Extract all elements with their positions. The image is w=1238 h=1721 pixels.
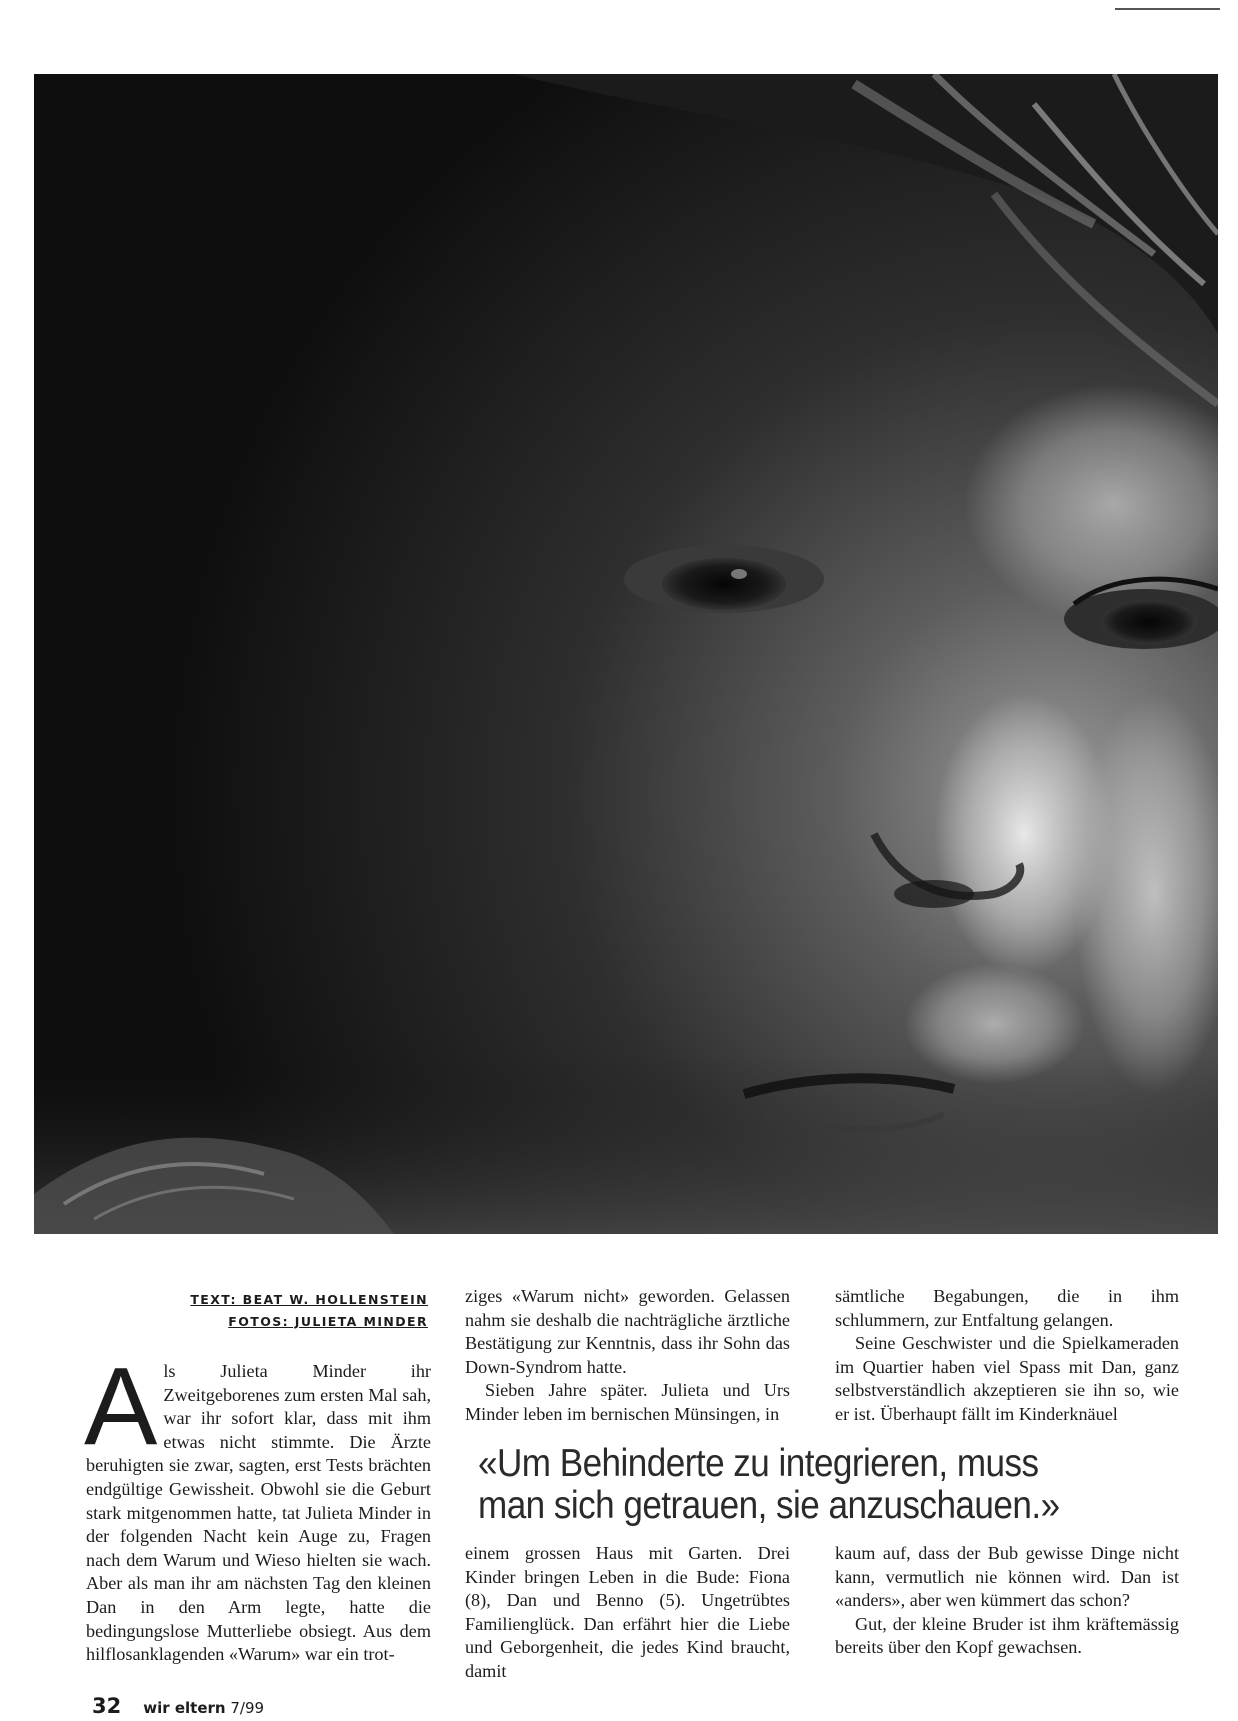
pull-quote-line: «Um Behinderte zu integrieren, muss xyxy=(478,1442,1039,1485)
article-paragraph: Seine Geschwister und die Spielkameraden im Quartier haben viel Spass mit Dan, ganz selbstverständlich akzeptieren sie ihn so, wie er ist. Überhaupt fällt im Kinderknäuel xyxy=(835,1333,1179,1424)
article-paragraph: Gut, der kleine Bruder ist ihm kräftemässig bereits über den Kopf gewachsen. xyxy=(835,1613,1179,1658)
author-credit: TEXT: BEAT W. HOLLENSTEIN xyxy=(190,1292,428,1307)
cover-photo xyxy=(34,74,1218,1234)
pull-quote-line: man sich getrauen, sie anzuschauen.» xyxy=(478,1484,1060,1527)
page-number: 32 xyxy=(92,1694,122,1718)
issue-number: 7/99 xyxy=(230,1699,265,1717)
child-face-photo-icon xyxy=(34,74,1218,1234)
photo-credit: FOTOS: JULIETA MINDER xyxy=(228,1314,428,1329)
top-rule xyxy=(1115,8,1220,10)
byline xyxy=(150,1289,428,1333)
article-paragraph: kaum auf, dass der Bub gewisse Dinge nicht kann, vermutlich nie können wird. Dan ist «anders», aber wen kümmert das schon? xyxy=(835,1543,1179,1611)
article-column-2-top xyxy=(465,1285,790,1427)
article-paragraph: ziges «Warum nicht» geworden. Gelassen nahm sie deshalb die nachträgliche ärztliche Bestätigung zur Kenntnis, dass ihr Sohn das Down-Syndrom hatte. xyxy=(465,1286,790,1377)
magazine-name: wir eltern xyxy=(143,1699,226,1717)
pull-quote xyxy=(478,1443,1126,1527)
drop-cap: A xyxy=(84,1345,158,1468)
article-column-3-bottom xyxy=(835,1542,1179,1660)
article-paragraph: einem grossen Haus mit Garten. Drei Kinder bringen Leben in die Bude: Fiona (8), Dan und Benno (5). Ungetrübtes Familienglück. Dan erfährt hier die Liebe und Geborgenheit, die jedes Kind braucht, damit xyxy=(465,1543,790,1681)
article-paragraph: sämtliche Begabungen, die in ihm schlummern, zur Entfaltung gelangen. xyxy=(835,1286,1179,1330)
article-paragraph: Sieben Jahre später. Julieta und Urs Minder leben im bernischen Münsingen, in xyxy=(465,1380,790,1424)
article-column-2-bottom xyxy=(465,1542,790,1684)
article-paragraph: ls Julieta Minder ihr Zweitgeborenes zum ersten Mal sah, war ihr sofort klar, dass mit ihm etwas nicht stimmte. Die Ärzte beruhigten sie zwar, sagten, erst Tests brächten endgültige Gewissheit. Obwohl sie die Geburt stark mitgenommen hatte, tat Julieta Minder in der folgenden Nacht kein Auge zu, Fragen nach dem Warum und Wieso hielten sie wach. Aber als man ihr am nächsten Tag den kleinen Dan in den Arm legte, hatte die bedingungslose Mutterliebe obsiegt. Aus dem hilflosanklagenden «Warum» war ein trot- xyxy=(86,1361,431,1665)
page-footer xyxy=(92,1694,264,1718)
article-column-1 xyxy=(84,1345,431,1667)
article-column-3-top xyxy=(835,1285,1179,1427)
